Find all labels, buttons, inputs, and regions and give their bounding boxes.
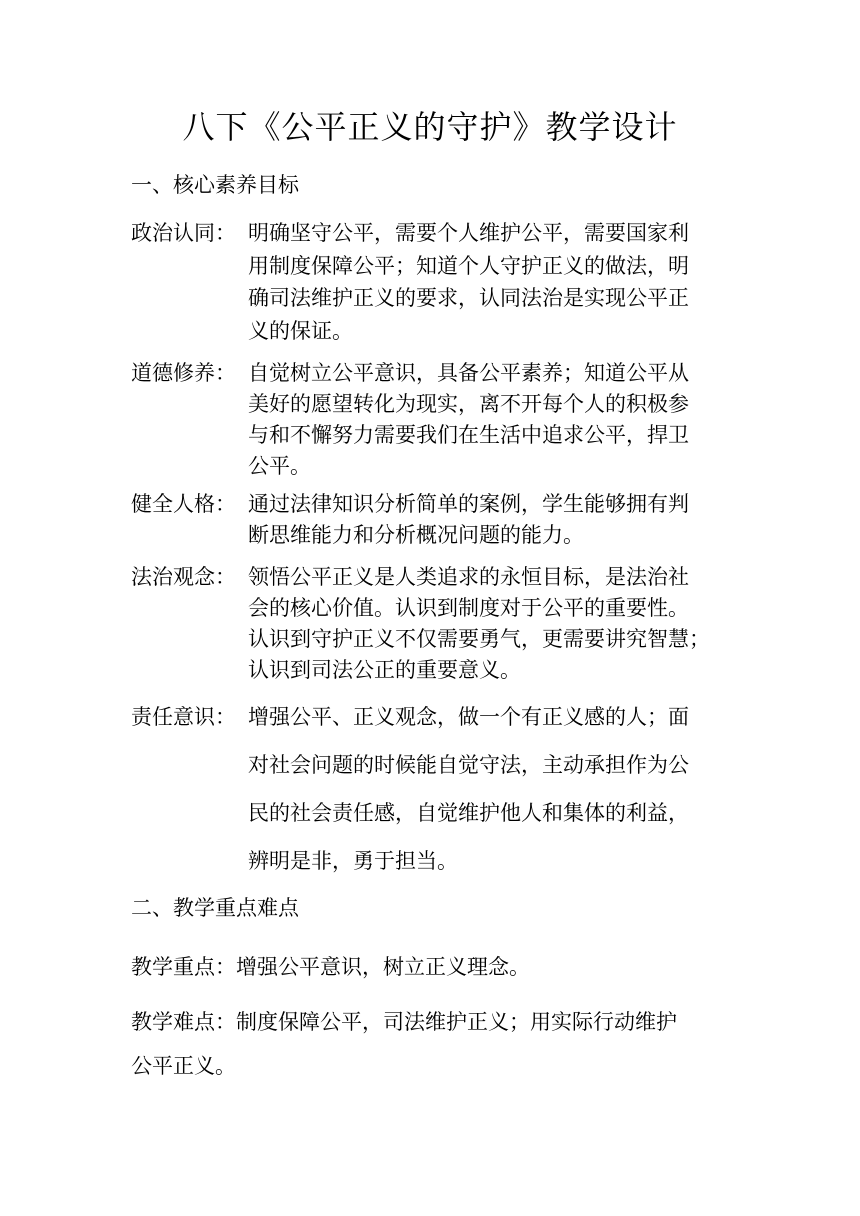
- goal-label: 责任意识：: [131, 705, 236, 729]
- section-heading-core-goals: 一、核心素养目标: [131, 173, 299, 197]
- goal-label: 政治认同：: [131, 221, 236, 245]
- goal-text-line: 增强公平、正义观念，做一个有正义感的人；面: [248, 705, 689, 729]
- goal-text-line: 用制度保障公平；知道个人守护正义的做法，明: [248, 254, 689, 278]
- goal-text-line: 确司法维护正义的要求，认同法治是实现公平正: [248, 286, 689, 310]
- goal-text-line: 与和不懈努力需要我们在生活中追求公平，捍卫: [248, 423, 689, 447]
- teaching-focus: 教学重点：增强公平意识，树立正义理念。: [131, 955, 530, 979]
- teaching-difficulty-line: 公平正义。: [131, 1054, 236, 1078]
- goal-text-line: 对社会问题的时候能自觉守法，主动承担作为公: [248, 753, 689, 777]
- goal-text-line: 明确坚守公平，需要个人维护公平，需要国家利: [248, 221, 689, 245]
- goal-text-line: 认识到守护正义不仅需要勇气，更需要讲究智慧；: [248, 627, 710, 651]
- goal-text-line: 自觉树立公平意识，具备公平素养；知道公平从: [248, 361, 689, 385]
- goal-text-line: 义的保证。: [248, 319, 353, 343]
- goal-label: 健全人格：: [131, 492, 236, 516]
- goal-text-line: 会的核心价值。认识到制度对于公平的重要性。: [248, 596, 689, 620]
- goal-text-line: 断思维能力和分析概况问题的能力。: [248, 523, 584, 547]
- goal-text-line: 认识到司法公正的重要意义。: [248, 658, 521, 682]
- goal-label: 道德修养：: [131, 361, 236, 385]
- teaching-difficulty-line: 教学难点：制度保障公平，司法维护正义；用实际行动维护: [131, 1010, 677, 1034]
- document-title: 八下《公平正义的守护》教学设计: [182, 108, 678, 146]
- goal-text-line: 通过法律知识分析简单的案例，学生能够拥有判: [248, 492, 689, 516]
- goal-label: 法治观念：: [131, 565, 236, 589]
- goal-text-line: 民的社会责任感，自觉维护他人和集体的利益，: [248, 801, 689, 825]
- goal-text-line: 公平。: [248, 454, 311, 478]
- goal-text-line: 美好的愿望转化为现实，离不开每个人的积极参: [248, 392, 689, 416]
- goal-text-line: 辨明是非，勇于担当。: [248, 849, 458, 873]
- goal-text-line: 领悟公平正义是人类追求的永恒目标，是法治社: [248, 565, 689, 589]
- section-heading-key-points: 二、教学重点难点: [131, 896, 299, 920]
